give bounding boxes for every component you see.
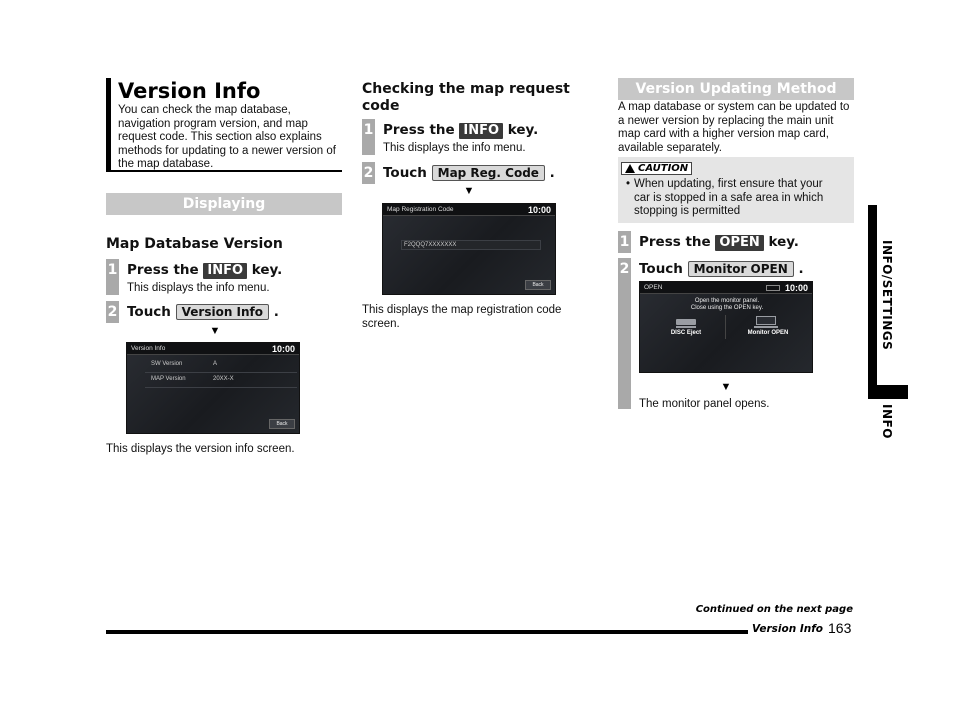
step-press-info: 1 Press the INFO key. This displays the info menu. xyxy=(106,259,282,295)
heading-map-request-code: Checking the map request code xyxy=(362,81,570,114)
version-info-key: Version Info xyxy=(176,304,269,320)
side-tab-info: INFO xyxy=(880,404,894,439)
step-press-info-2: 1 Press the INFO key. This displays the info menu. xyxy=(362,119,538,155)
page-number: 163 xyxy=(828,620,852,636)
warning-icon xyxy=(625,164,635,173)
step-touch-monitor-open: Touch Monitor OPEN . xyxy=(639,261,804,277)
map-registration-screen: Map Registration Code 10:00 F2QQQ7XXXXXXX Back xyxy=(382,203,556,295)
monitor-icon xyxy=(756,316,776,325)
disc-eject-icon xyxy=(676,319,696,325)
heading-map-database-version: Map Database Version xyxy=(106,236,283,252)
down-arrow-icon: ▼ xyxy=(463,185,475,197)
caution-text: When updating, first ensure that your car is stopped in a safe area in which stopping is permitted xyxy=(634,178,824,217)
footer-rule xyxy=(106,630,748,634)
caution-box xyxy=(618,157,854,223)
step-number: 1 xyxy=(106,259,119,295)
step-touch-map-reg-code: 2 Touch Map Reg. Code . xyxy=(362,162,555,184)
info-key: INFO xyxy=(459,123,503,139)
step-touch-version-info: 2 Touch Version Info . xyxy=(106,301,279,323)
caption-monitor-opens: The monitor panel opens. xyxy=(639,398,770,410)
step-press-open: 1 Press the OPEN key. xyxy=(618,231,799,253)
registration-code: F2QQQ7XXXXXXX xyxy=(404,242,457,248)
info-key: INFO xyxy=(203,263,247,279)
side-tab-info-settings: INFO/SETTINGS xyxy=(880,240,894,351)
open-screen: OPEN 10:00 Open the monitor panel. Close using the OPEN key. DISC Eject Monitor OPEN xyxy=(639,281,813,373)
intro-text: You can check the map database, navigation program version, and map request code. This section also explains methods for updating to a newer version of the map database. xyxy=(118,104,336,170)
section-bar-displaying: Displaying xyxy=(106,193,342,215)
version-info-screen: Version Info 10:00 SW Version A MAP Version 20XX-X Back xyxy=(126,342,300,434)
back-button: Back xyxy=(269,419,295,429)
down-arrow-icon: ▼ xyxy=(209,325,221,337)
eject-icon xyxy=(766,285,780,291)
step-bar xyxy=(618,258,631,409)
side-tab-bar xyxy=(868,205,877,385)
step-number: 2 xyxy=(619,261,630,277)
step-number: 1 xyxy=(618,231,631,253)
monitor-open-key: Monitor OPEN xyxy=(688,261,794,277)
map-reg-code-key: Map Reg. Code xyxy=(432,165,545,181)
caption-version-info: This displays the version info screen. xyxy=(106,443,295,455)
open-key: OPEN xyxy=(715,235,763,251)
version-info-header xyxy=(106,78,342,172)
footer-section-title: Version Info xyxy=(752,623,824,635)
caution-badge: CAUTION xyxy=(621,162,692,175)
back-button: Back xyxy=(525,280,551,290)
step-number: 2 xyxy=(106,301,119,323)
bullet-icon: • xyxy=(626,178,631,190)
down-arrow-icon: ▼ xyxy=(720,381,732,393)
page-title: Version Info xyxy=(118,79,261,103)
step-number: 2 xyxy=(362,162,375,184)
continued-note: Continued on the next page xyxy=(695,604,853,615)
updating-intro: A map database or system can be updated to a newer version by replacing the main unit map card with a higher version map card, available separately. xyxy=(618,101,850,154)
side-tab-marker xyxy=(868,385,908,399)
step-number: 1 xyxy=(362,119,375,155)
caption-map-registration: This displays the map registration code screen. xyxy=(362,304,562,330)
section-bar-updating: Version Updating Method xyxy=(618,78,854,100)
